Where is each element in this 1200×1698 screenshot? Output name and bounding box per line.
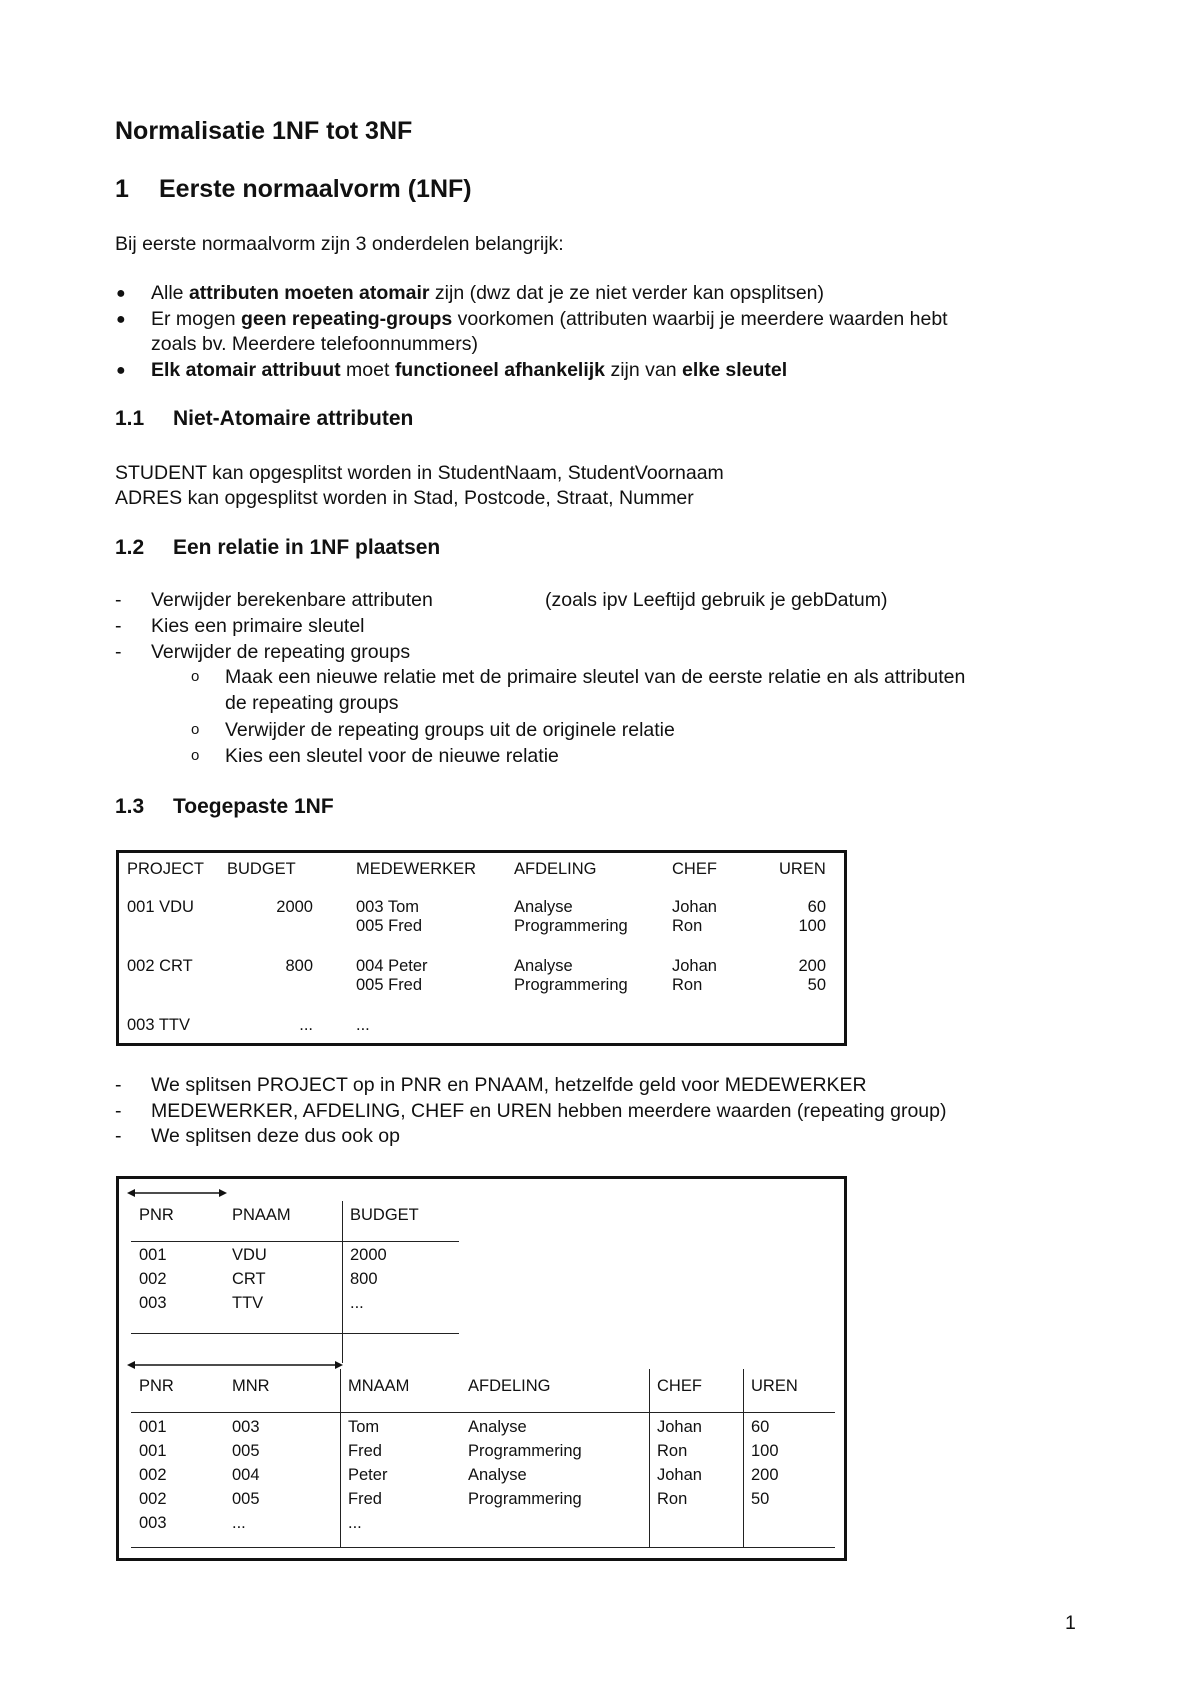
- cell: Analyse: [468, 1466, 527, 1484]
- section-1-1-title: Niet-Atomaire attributen: [173, 407, 414, 430]
- th-uren: UREN: [779, 860, 826, 878]
- cell: 200: [751, 1466, 779, 1484]
- cell: 005 Fred: [356, 976, 423, 994]
- s12-item-3: Verwijder de repeating groups: [151, 641, 411, 663]
- cell: Peter: [348, 1466, 388, 1484]
- page-title: Normalisatie 1NF tot 3NF: [115, 117, 413, 145]
- cell: 001 VDU: [127, 898, 194, 916]
- bullet-dot: ●: [116, 362, 126, 379]
- th-budget: BUDGET: [350, 1206, 419, 1224]
- cell: Johan: [672, 898, 717, 916]
- cell: Analyse: [514, 957, 573, 975]
- th-afdeling: AFDELING: [468, 1377, 551, 1395]
- bullet-dot: ●: [116, 285, 126, 302]
- cell: Programmering: [514, 917, 628, 935]
- cell: 2000: [350, 1246, 387, 1264]
- cell: 002: [139, 1466, 167, 1484]
- cell: ...: [232, 1514, 246, 1532]
- dash: -: [115, 1074, 122, 1096]
- bullet-2: Er mogen geen repeating-groups voorkomen (attributen waarbij je meerdere waarden hebt: [151, 308, 948, 330]
- s12-sub-3: Kies een sleutel voor de nieuwe relatie: [225, 745, 559, 767]
- cell: 001: [139, 1246, 167, 1264]
- s12-sub-1: Maak een nieuwe relatie met de primaire sleutel van de eerste relatie en als attributen: [225, 666, 966, 688]
- divider: [131, 1241, 459, 1242]
- cell: 003: [139, 1294, 167, 1312]
- cell: ...: [356, 1016, 370, 1034]
- cell: 003 Tom: [356, 898, 419, 916]
- dash: -: [115, 589, 122, 611]
- cell: 50: [807, 976, 826, 994]
- cell: Analyse: [468, 1418, 527, 1436]
- sub-bullet-o: o: [191, 721, 200, 738]
- s13-after-1: We splitsen PROJECT op in PNR en PNAAM, hetzelfde geld voor MEDEWERKER: [151, 1074, 867, 1096]
- cell: 100: [798, 917, 826, 935]
- cell: Johan: [672, 957, 717, 975]
- section-1-2-title: Een relatie in 1NF plaatsen: [173, 536, 441, 559]
- cell: Fred: [348, 1490, 382, 1508]
- cell: ...: [299, 1016, 313, 1034]
- intro-text: Bij eerste normaalvorm zijn 3 onderdelen belangrijk:: [115, 233, 564, 255]
- cell: Ron: [672, 976, 703, 994]
- divider: [340, 1369, 341, 1547]
- cell: Ron: [657, 1442, 688, 1460]
- cell: Ron: [657, 1490, 688, 1508]
- th-chef: CHEF: [657, 1377, 702, 1395]
- cell: ...: [348, 1514, 362, 1532]
- cell: 2000: [276, 898, 313, 916]
- cell: Ron: [672, 917, 703, 935]
- cell: 60: [807, 898, 826, 916]
- section-1-number: 1: [115, 175, 129, 203]
- sub-bullet-o: o: [191, 747, 200, 764]
- s11-line2: ADRES kan opgesplitst worden in Stad, Postcode, Straat, Nummer: [115, 487, 694, 509]
- cell: 60: [751, 1418, 770, 1436]
- sub-bullet-o: o: [191, 668, 200, 685]
- dash: -: [115, 615, 122, 637]
- cell: 002: [139, 1270, 167, 1288]
- cell: 001: [139, 1418, 167, 1436]
- divider: [342, 1201, 343, 1363]
- cell: 003 TTV: [127, 1016, 190, 1034]
- key-arrow-icon: [127, 1359, 343, 1371]
- th-project: PROJECT: [127, 860, 205, 878]
- cell: 003: [139, 1514, 167, 1532]
- th-budget: BUDGET: [227, 860, 296, 878]
- cell: ...: [350, 1294, 364, 1312]
- bullet-3: Elk atomair attribuut moet functioneel afhankelijk zijn van elke sleutel: [151, 359, 788, 381]
- cell: 002: [139, 1490, 167, 1508]
- cell: Tom: [348, 1418, 380, 1436]
- cell: TTV: [232, 1294, 264, 1312]
- s12-item-1: Verwijder berekenbare attributen: [151, 589, 433, 611]
- cell: Johan: [657, 1466, 702, 1484]
- s12-note: (zoals ipv Leeftijd gebruik je gebDatum): [545, 589, 888, 611]
- th-mnr: MNR: [232, 1377, 270, 1395]
- bullet-1: Alle attributen moeten atomair zijn (dwz dat je ze niet verder kan opsplitsen): [151, 282, 825, 304]
- cell: 50: [751, 1490, 770, 1508]
- table-1nf-result: [116, 1176, 847, 1561]
- divider: [743, 1369, 744, 1547]
- dash: -: [115, 641, 122, 663]
- cell: 005 Fred: [356, 917, 423, 935]
- section-1-3-number: 1.3: [115, 795, 145, 818]
- bullet-2-line2: zoals bv. Meerdere telefoonnummers): [151, 333, 478, 355]
- cell: 005: [232, 1490, 260, 1508]
- cell: 004: [232, 1466, 260, 1484]
- section-1-title: Eerste normaalvorm (1NF): [159, 175, 472, 203]
- page-number: 1: [1065, 1612, 1076, 1634]
- th-pnaam: PNAAM: [232, 1206, 291, 1224]
- cell: 800: [350, 1270, 378, 1288]
- cell: Programmering: [468, 1442, 582, 1460]
- cell: 200: [798, 957, 826, 975]
- dash: -: [115, 1125, 122, 1147]
- cell: Programmering: [514, 976, 628, 994]
- table-1nf-source: [116, 850, 847, 1046]
- s13-after-2: MEDEWERKER, AFDELING, CHEF en UREN hebben meerdere waarden (repeating group): [151, 1100, 947, 1122]
- th-afdeling: AFDELING: [514, 860, 597, 878]
- cell: Analyse: [514, 898, 573, 916]
- cell: 004 Peter: [356, 957, 428, 975]
- cell: 001: [139, 1442, 167, 1460]
- section-1-1-number: 1.1: [115, 407, 145, 430]
- th-medewerker: MEDEWERKER: [356, 860, 477, 878]
- th-uren: UREN: [751, 1377, 798, 1395]
- section-1-3-title: Toegepaste 1NF: [173, 795, 334, 818]
- bullet-dot: ●: [116, 311, 126, 328]
- s13-after-3: We splitsen deze dus ook op: [151, 1125, 400, 1147]
- th-pnr: PNR: [139, 1377, 174, 1395]
- cell: 100: [751, 1442, 779, 1460]
- cell: 005: [232, 1442, 260, 1460]
- section-1-2-number: 1.2: [115, 536, 145, 559]
- cell: VDU: [232, 1246, 267, 1264]
- cell: Johan: [657, 1418, 702, 1436]
- cell: 002 CRT: [127, 957, 193, 975]
- th-pnr: PNR: [139, 1206, 174, 1224]
- cell: Programmering: [468, 1490, 582, 1508]
- s12-item-2: Kies een primaire sleutel: [151, 615, 365, 637]
- key-arrow-icon: [127, 1187, 227, 1199]
- divider: [649, 1369, 650, 1547]
- divider: [131, 1547, 835, 1548]
- s12-sub-1-line2: de repeating groups: [225, 692, 399, 714]
- s11-line1: STUDENT kan opgesplitst worden in StudentNaam, StudentVoornaam: [115, 462, 724, 484]
- th-chef: CHEF: [672, 860, 717, 878]
- th-mnaam: MNAAM: [348, 1377, 410, 1395]
- cell: CRT: [232, 1270, 266, 1288]
- cell: Fred: [348, 1442, 382, 1460]
- s12-sub-2: Verwijder de repeating groups uit de originele relatie: [225, 719, 675, 741]
- dash: -: [115, 1100, 122, 1122]
- divider: [131, 1333, 459, 1334]
- cell: 003: [232, 1418, 260, 1436]
- cell: 800: [285, 957, 313, 975]
- divider: [131, 1412, 835, 1413]
